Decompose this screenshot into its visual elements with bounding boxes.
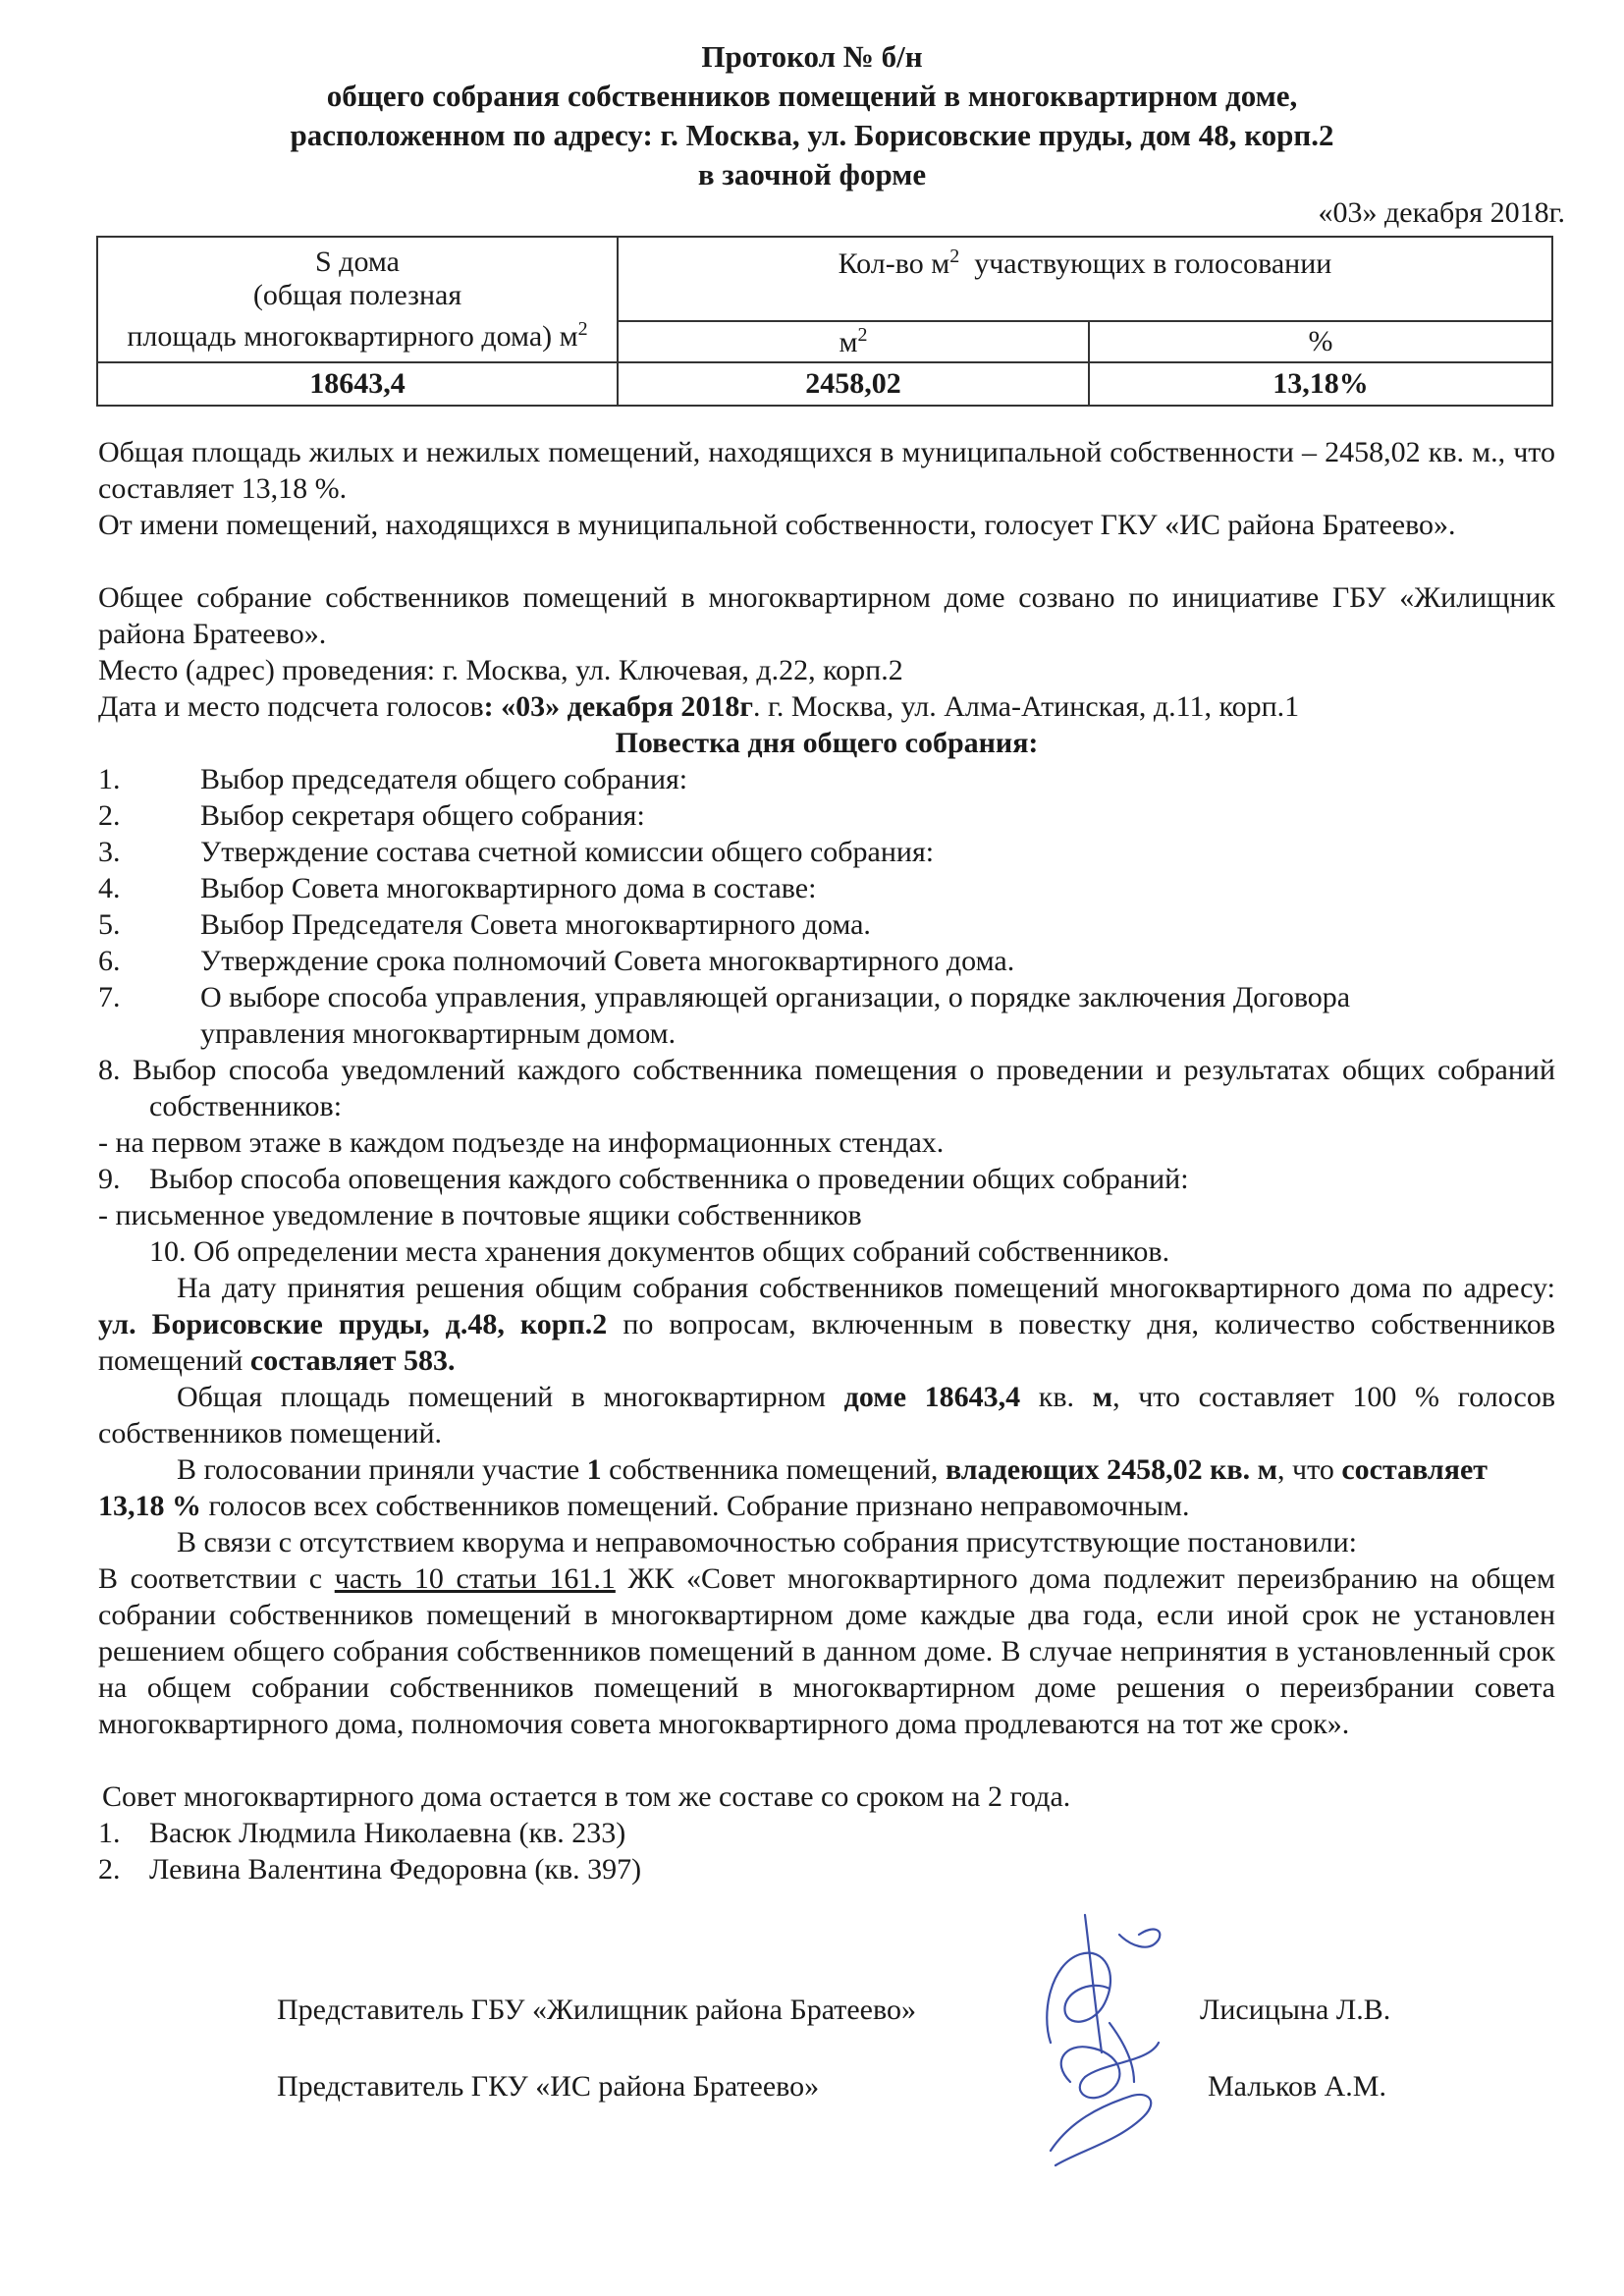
agenda-item-text: Утверждение состава счетной комиссии общего собрания:: [200, 836, 935, 868]
council-member: [98, 1815, 1606, 1851]
intro-paragraph-4: Место (адрес) проведения: г. Москва, ул. Ключевая, д.22, корп.2: [98, 654, 903, 686]
protocol-subtitle-3: в заочной форме: [697, 157, 927, 191]
body-paragraph-1: [98, 1270, 1555, 1379]
agenda-item: [98, 834, 1555, 870]
sub-header-pct: %: [1089, 321, 1552, 362]
agenda-item: [98, 761, 1555, 797]
law-reference-text: В соответствии с: [98, 1562, 335, 1595]
law-quote: ЖК «Совет многоквартирного дома подлежит переизбранию на общем собрании собственников помещений в многоквартирном доме каждые два года, если иной срок не установлен решением общего собрания собственников помещений в данном доме. В случае непринятия в установленный срок на общем собрании собственников помещений в многоквартирном доме решения о переизбрании совета многоквартирного дома, полномочия совета многоквартирного дома продлеваются на тот же срок».: [98, 1562, 1555, 1740]
total-area-unit: кв.: [1020, 1381, 1093, 1413]
signature-stroke-6: [1110, 2023, 1134, 2082]
signature-stroke-3: [1119, 1930, 1160, 1947]
agenda-item-number: 7.: [98, 981, 121, 1013]
participation-text-2: собственника помещений,: [601, 1453, 946, 1486]
sub-header-m2-text: м: [839, 326, 858, 358]
agenda-item-number: 1.: [98, 763, 121, 795]
signature-stroke-2: [1085, 1915, 1102, 2052]
value-pct: 13,18%: [1089, 362, 1552, 406]
agenda-item-text: Выбор Председателя Совета многоквартирного дома.: [200, 908, 871, 941]
area-header-line3: [98, 312, 617, 354]
body-paragraph-2: [98, 1379, 1555, 1451]
value-m2: 2458,02: [618, 362, 1089, 406]
participants-header-cell: [618, 237, 1552, 321]
agenda-item-text: О выборе способа управления, управляющей организации, о порядке заключения Договора управления многоквартирным домом.: [200, 981, 1351, 1050]
protocol-date: «03» декабря 2018г.: [1318, 196, 1565, 229]
agenda-item-number: 2.: [98, 799, 121, 832]
agenda-item-text: Выбор Совета многоквартирного дома в составе:: [200, 872, 817, 904]
house-address: ул. Борисовские пруды, д.48, корп.2: [98, 1308, 608, 1340]
area-header-text: площадь многоквартирного дома) м: [127, 320, 578, 353]
owners-count-text: На дату принятия решения общим собрания собственников помещений многоквартирного дома по адресу:: [177, 1272, 1555, 1304]
council-member-number: 1.: [98, 1817, 121, 1849]
total-area-text: Общая площадь помещений в многоквартирном: [177, 1381, 844, 1413]
council-member-name: Васюк Людмила Николаевна (кв. 233): [149, 1817, 626, 1849]
body-paragraph-4: В связи с отсутствием кворума и неправомочностью собрания присутствующие постановили:: [177, 1526, 1357, 1558]
agenda-item-number: 4.: [98, 872, 121, 904]
agenda-list: [98, 761, 1555, 1052]
representative-2-name: Мальков А.М.: [1208, 2070, 1386, 2103]
participation-count: 1: [586, 1453, 602, 1486]
area-header-line2: (общая полезная: [252, 279, 462, 311]
agenda-item: [98, 797, 1555, 834]
participants-header-sup: 2: [949, 246, 960, 267]
count-date-value: : «03» декабря 2018г: [483, 690, 754, 723]
intro-paragraph-5: [98, 688, 1555, 725]
agenda-item: [98, 943, 1555, 979]
sub-header-m2-sup: 2: [857, 324, 868, 346]
total-area-unit-m: м: [1092, 1381, 1113, 1413]
area-header-cell: [97, 237, 618, 362]
agenda-item: [98, 906, 1555, 943]
participation-text: В голосовании приняли участие: [177, 1453, 587, 1486]
body-paragraph-6: Совет многоквартирного дома остается в том же составе со сроком на 2 года.: [102, 1780, 1071, 1813]
representative-1-name: Лисицына Л.В.: [1200, 1994, 1391, 2026]
agenda-item-number: 6.: [98, 945, 121, 977]
agenda-item-8-option: - на первом этаже в каждом подъезде на информационных стендах.: [98, 1126, 945, 1159]
agenda-item: [98, 870, 1555, 906]
participation-result: голосов всех собственников помещений. Собрание признано неправомочным.: [201, 1490, 1190, 1522]
participation-area: владеющих 2458,02 кв. м: [945, 1453, 1278, 1486]
agenda-item-text: Выбор председателя общего собрания:: [200, 763, 688, 795]
owners-count-value: составляет 583.: [249, 1344, 456, 1377]
total-area-percent-text: , что составляет 100 % голосов собственников помещений.: [98, 1381, 1555, 1449]
agenda-item-9-option: - письменное уведомление в почтовые ящики собственников: [98, 1199, 862, 1231]
signature-stroke-1: [1047, 1953, 1110, 2043]
agenda-item-text: Утверждение срока полномочий Совета многоквартирного дома.: [200, 945, 1015, 977]
count-place: . г. Москва, ул. Алма-Атинская, д.11, корп.1: [753, 690, 1300, 723]
agenda-item: [98, 979, 1555, 1052]
participation-text-3: , что: [1277, 1453, 1342, 1486]
agenda-item-8: 8. Выбор способа уведомлений каждого собственника помещения о проведении и результатах общих собраний собственников:: [98, 1054, 1555, 1122]
agenda-item-number: 5.: [98, 908, 121, 941]
value-area: 18643,4: [97, 362, 618, 406]
participation-percent: составляет 13,18 %: [98, 1453, 1488, 1522]
protocol-title: Протокол № б/н: [701, 39, 923, 74]
owners-count-text-2: по вопросам, включенным в повестку дня, количество собственников помещений: [98, 1308, 1555, 1377]
council-member-number: 2.: [98, 1853, 121, 1886]
agenda-item-number: 3.: [98, 836, 121, 868]
signature-stroke-4: [1061, 2043, 1159, 2098]
council-member: [98, 1851, 1606, 1887]
body-paragraph-3: [98, 1451, 1555, 1524]
area-header-line1: S дома: [315, 246, 400, 278]
agenda-heading: Повестка дня общего собрания:: [615, 727, 1039, 759]
council-member-name: Левина Валентина Федоровна (кв. 397): [149, 1853, 642, 1886]
voting-table: [96, 236, 1553, 407]
participants-header-text: Кол-во м: [838, 247, 950, 280]
intro-paragraph-2: От имени помещений, находящихся в муниципальной собственности, голосует ГКУ «ИС района Братеево».: [98, 509, 1456, 541]
agenda-item-9: [98, 1161, 1555, 1197]
agenda-item-9-number: 9.: [98, 1163, 121, 1195]
intro-paragraph-1: Общая площадь жилых и нежилых помещений, находящихся в муниципальной собственности – 2458,02 кв. м., что составляет 13,18 %.: [98, 436, 1555, 505]
sub-header-m2: [618, 321, 1089, 362]
law-article-link[interactable]: часть 10 статьи 161.1: [334, 1562, 616, 1595]
total-area-value: доме 18643,4: [843, 1381, 1021, 1413]
count-date-label: Дата и место подсчета голосов: [98, 690, 484, 723]
signature-stroke-5: [1051, 2095, 1151, 2165]
protocol-subtitle-1: общего собрания собственников помещений в многоквартирном доме,: [326, 79, 1298, 113]
agenda-item-9-text: Выбор способа оповещения каждого собственника о проведении общих собраний:: [149, 1163, 1189, 1195]
representative-1-label: Представитель ГБУ «Жилищник района Братеево»: [277, 1994, 916, 2026]
body-paragraph-5: [98, 1560, 1555, 1742]
intro-paragraph-3: Общее собрание собственников помещений в многоквартирном доме созвано по инициативе ГБУ «Жилищник района Братеево».: [98, 581, 1555, 650]
protocol-subtitle-2: расположенном по адресу: г. Москва, ул. Борисовские пруды, дом 48, корп.2: [290, 118, 1334, 152]
agenda-item-text: Выбор секретаря общего собрания:: [200, 799, 645, 832]
area-header-sup: 2: [577, 318, 588, 340]
agenda-item-10: 10. Об определении места хранения документов общих собраний собственников.: [149, 1235, 1170, 1268]
representative-2-label: Представитель ГКУ «ИС района Братеево»: [277, 2070, 820, 2103]
handwritten-signature: [1011, 1895, 1227, 2190]
participants-header-rest: участвующих в голосовании: [974, 247, 1332, 280]
